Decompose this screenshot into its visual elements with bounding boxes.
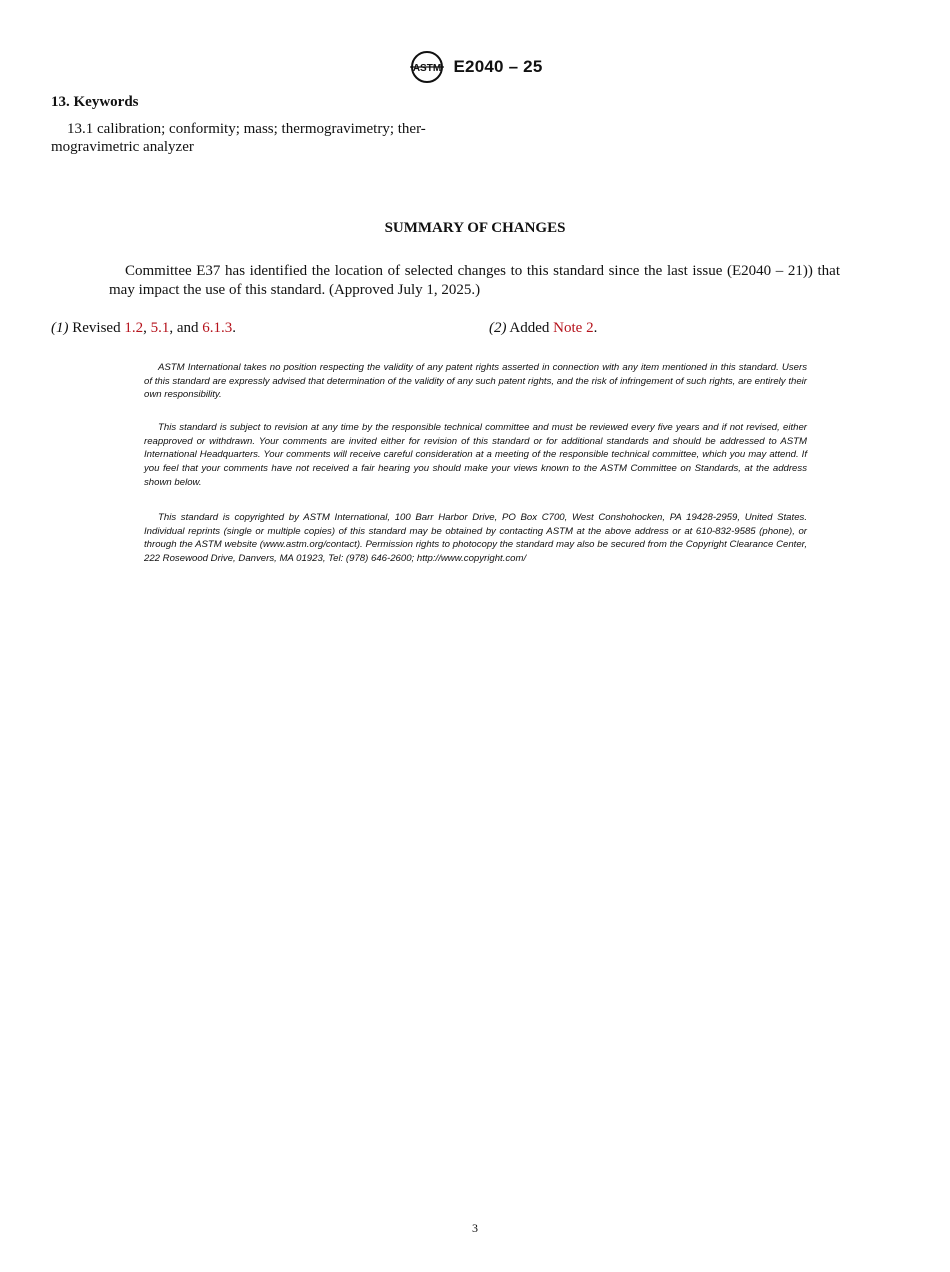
separator: , — [143, 320, 151, 336]
period: . — [593, 320, 598, 336]
section-link-6-1-3[interactable]: 6.1.3 — [202, 320, 233, 336]
copyright-notice: This standard is copyrighted by ASTM International, 100 Barr Harbor Drive, PO Box C700, West Conshohocken, PA 19428-2959, United States. Individual reprints (single or multiple copies) of this standard may be obtained by contacting ASTM at the above address or at 610-832-9585 (phone), or through the ASTM website (www.astm.org/contact). Permission rights to photocopy the standard may also be secured from the Copyright Clearance Center, 222 Rosewood Drive, Danvers, MA 01923, Tel: (978) 646-2600; http://www.copyright.com/ — [144, 512, 807, 565]
patent-notice: ASTM International takes no position respecting the validity of any patent rights asserted in connection with any item mentioned in this standard. Users of this standard are expressly advised that determination of the validity of any such patent rights, and the risk of infringement of such rights, are entirely their own responsibility. — [144, 362, 807, 401]
page-header — [0, 50, 950, 84]
revision-notice: This standard is subject to revision at any time by the responsible technical committee and must be reviewed every five years and if not revised, either reapproved or withdrawn. Your comments are invited either for revision of this standard or for additional standards and should be addressed to ASTM International Headquarters. Your comments will receive careful consideration at a meeting of the responsible technical committee, which you may attend. If you feel that your comments have not received a fair hearing you should make your views known to the ASTM Committee on Standards, at the address shown below. — [144, 422, 807, 488]
change-number: (1) — [51, 320, 69, 336]
period: . — [232, 320, 236, 336]
section-link-1-2[interactable]: 1.2 — [124, 320, 144, 336]
svg-text:ASTM: ASTM — [412, 63, 441, 74]
change-number: (2) — [489, 320, 507, 336]
section-link-5-1[interactable]: 5.1 — [150, 320, 170, 336]
change-text: Added — [506, 320, 554, 336]
keywords-line-1: 13.1 calibration; conformity; mass; thermogravimetry; ther- — [67, 121, 426, 137]
standard-designation: E2040 – 25 — [453, 57, 543, 76]
note-link-2[interactable]: Note 2 — [553, 320, 594, 336]
change-item-1 — [51, 320, 236, 337]
separator: , and — [169, 320, 203, 336]
keywords-line-2: mogravimetric analyzer — [51, 139, 194, 155]
summary-of-changes-title: SUMMARY OF CHANGES — [384, 220, 566, 236]
astm-logo-icon — [408, 50, 446, 84]
change-text: Revised — [68, 320, 125, 336]
keywords-paragraph — [51, 120, 471, 156]
summary-paragraph: Committee E37 has identified the location of selected changes to this standard since the last issue (E2040 – 21)) that may impact the use of this standard. (Approved July 1, 2025.) — [109, 263, 840, 298]
page-number: 3 — [472, 1221, 478, 1235]
change-item-2 — [489, 320, 597, 337]
section-heading-keywords: 13. Keywords — [51, 94, 139, 110]
